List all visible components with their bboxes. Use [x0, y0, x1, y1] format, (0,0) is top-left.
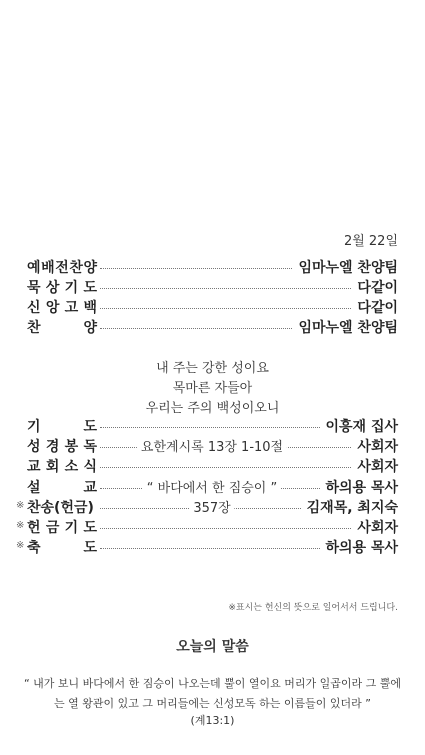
leader-dots: [100, 308, 351, 309]
lyric-line: 내 주는 강한 성이요: [156, 361, 269, 376]
order-row: [0, 416, 425, 436]
order-detail: “ 바다에서 한 짐승이 ”: [143, 477, 281, 496]
order-row: [0, 436, 425, 456]
order-detail: 요한계시록 13장 1-10절: [137, 436, 287, 455]
order-label: 기 도: [27, 419, 97, 435]
order-person: 임마누엘 찬양팀: [294, 257, 398, 277]
order-label: 성 경 봉 독: [27, 439, 97, 455]
leader-dots: [100, 548, 320, 549]
order-row: [0, 317, 425, 337]
today-word-title: 오늘의 말씀: [176, 639, 249, 655]
stand-marker: ※: [16, 540, 25, 551]
order-person: 이흥재 집사: [322, 416, 399, 436]
order-label: 축 도: [27, 540, 97, 556]
order-label: 예 배 전 찬 양: [27, 260, 97, 276]
order-label: 신 앙 고 백: [27, 300, 97, 316]
order-row: [0, 277, 425, 297]
scripture-reference: (계13:1): [190, 714, 235, 727]
service-date: 2월 22일: [343, 234, 398, 249]
order-row: [0, 497, 425, 517]
leader-dots: [100, 268, 292, 269]
order-label: 찬 양: [27, 320, 97, 336]
scripture-quote: “ 내가 보니 바다에서 한 짐승이 나오는데 뿔이 열이요 머리가 일곱이라 그 뿔에는 열 왕관이 있고 그 머리들에는 신성모독 하는 이름들이 있더라 ”: [23, 677, 402, 710]
order-person: 하의용 목사: [322, 477, 399, 497]
order-row: [0, 257, 425, 277]
order-person: 다같이: [353, 297, 398, 317]
order-person: 사회자: [353, 436, 398, 456]
order-row: [0, 456, 425, 476]
leader-dots: [100, 288, 351, 289]
lyric-line: 목마른 자들아: [172, 381, 253, 396]
order-label: 헌 금 기 도: [27, 520, 97, 536]
stand-marker: ※: [16, 520, 25, 531]
order-detail: 357장: [189, 497, 234, 516]
order-person: 사회자: [353, 517, 398, 537]
leader-dots: [100, 427, 320, 428]
leader-dots: [100, 467, 351, 468]
lyric-line: 우리는 주의 백성이오니: [145, 401, 280, 416]
order-row: [0, 477, 425, 497]
leader-dots: [100, 528, 351, 529]
standing-footnote: ※표시는 헌신의 뜻으로 일어서서 드립니다.: [228, 603, 398, 613]
order-person: 하의용 목사: [322, 537, 399, 557]
order-label: 교 회 소 식: [27, 459, 97, 475]
order-row: [0, 297, 425, 317]
order-person: 사회자: [353, 456, 398, 476]
order-row: [0, 517, 425, 537]
order-label: 찬송(헌금): [27, 500, 94, 516]
order-person: 임마누엘 찬양팀: [294, 317, 398, 337]
stand-marker: ※: [16, 500, 25, 511]
leader-dots: [100, 328, 292, 329]
order-person: 다같이: [353, 277, 398, 297]
order-person: 김재목, 최지숙: [303, 497, 398, 517]
order-label: 설 교: [27, 480, 97, 496]
order-label: 묵 상 기 도: [27, 280, 97, 296]
order-row: [0, 537, 425, 557]
